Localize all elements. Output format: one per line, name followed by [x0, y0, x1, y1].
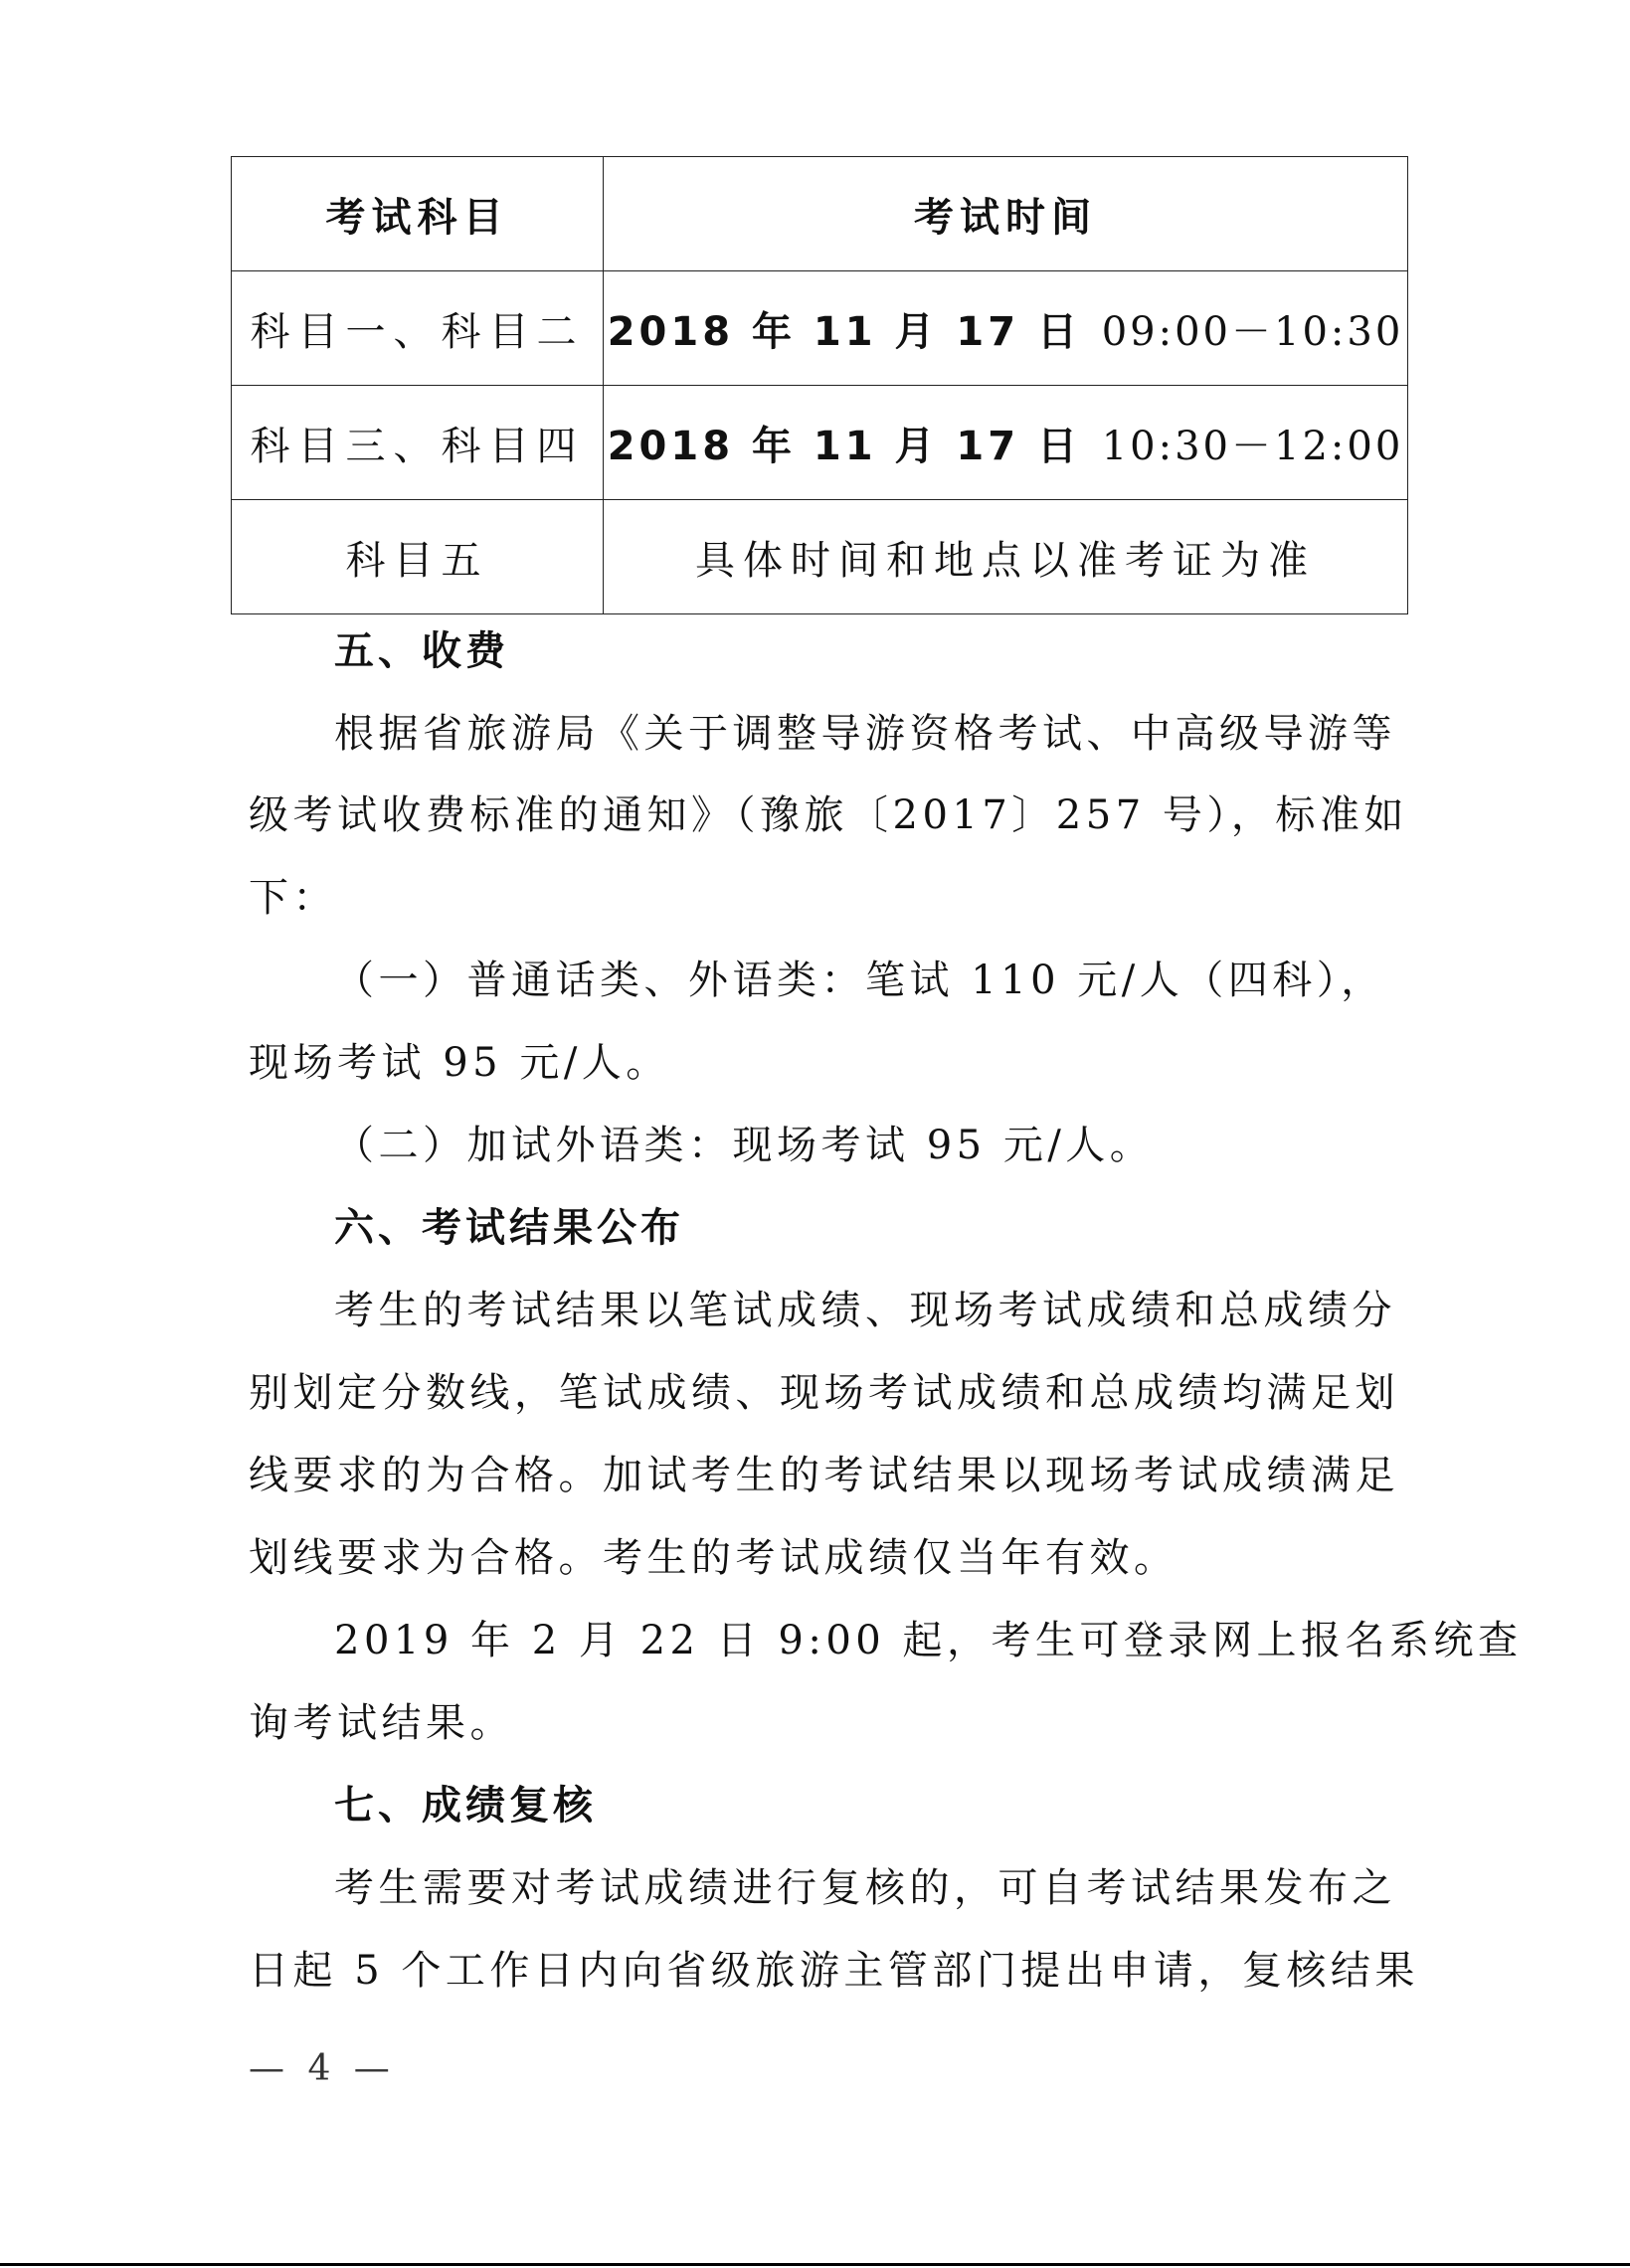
paragraph-line: 级考试收费标准的通知》（豫旅〔2017〕257 号），标准如	[249, 792, 1408, 838]
paragraph-line: 2019 年 2 月 22 日 9:00 起，考生可登录网上报名系统查	[334, 1618, 1523, 1663]
paragraph-line: 日起 5 个工作日内向省级旅游主管部门提出申请，复核结果	[249, 1948, 1419, 1994]
table-row	[232, 386, 1408, 500]
exam-schedule-table	[231, 156, 1408, 614]
section-heading-review: 七、成绩复核	[334, 1783, 597, 1829]
section-heading-results: 六、考试结果公布	[334, 1205, 684, 1251]
cell-note: 具体时间和地点以准考证为准	[604, 500, 1408, 614]
table-row	[232, 500, 1408, 614]
table-header-row	[232, 157, 1408, 271]
paragraph-line: 考生需要对考试成绩进行复核的，可自考试结果发布之	[334, 1865, 1396, 1911]
table-row	[232, 271, 1408, 386]
paragraph-line: （一）普通话类、外语类：笔试 110 元/人（四科），	[334, 958, 1385, 1003]
exam-date: 2018 年 11 月 17 日	[607, 423, 1082, 469]
exam-time: 09:00－10:30	[1101, 308, 1404, 355]
cell-time	[604, 386, 1408, 500]
exam-date: 2018 年 11 月 17 日	[607, 308, 1082, 355]
cell-time	[604, 271, 1408, 386]
cell-subject: 科目五	[232, 500, 604, 614]
paragraph-line: 询考试结果。	[249, 1700, 514, 1746]
paragraph-line: 线要求的为合格。加试考生的考试结果以现场考试成绩满足	[249, 1453, 1399, 1498]
section-heading-fee: 五、收费	[334, 628, 509, 674]
cell-subject: 科目三、科目四	[232, 386, 604, 500]
paragraph-line: 现场考试 95 元/人。	[249, 1040, 670, 1086]
cell-subject: 科目一、科目二	[232, 271, 604, 386]
paragraph-line: 考生的考试结果以笔试成绩、现场考试成绩和总成绩分	[334, 1288, 1396, 1333]
header-subject: 考试科目	[232, 157, 604, 271]
header-time: 考试时间	[604, 157, 1408, 271]
exam-time: 10:30－12:00	[1101, 423, 1404, 469]
page-number: — 4 —	[249, 2048, 396, 2089]
paragraph-line: 下：	[249, 875, 337, 921]
paragraph-line: 根据省旅游局《关于调整导游资格考试、中高级导游等	[334, 711, 1396, 757]
bottom-border-line	[0, 2263, 1630, 2266]
paragraph-line: 划线要求为合格。考生的考试成绩仅当年有效。	[249, 1535, 1178, 1581]
paragraph-line: 别划定分数线，笔试成绩、现场考试成绩和总成绩均满足划	[249, 1370, 1399, 1416]
paragraph-line: （二）加试外语类：现场考试 95 元/人。	[334, 1123, 1155, 1168]
